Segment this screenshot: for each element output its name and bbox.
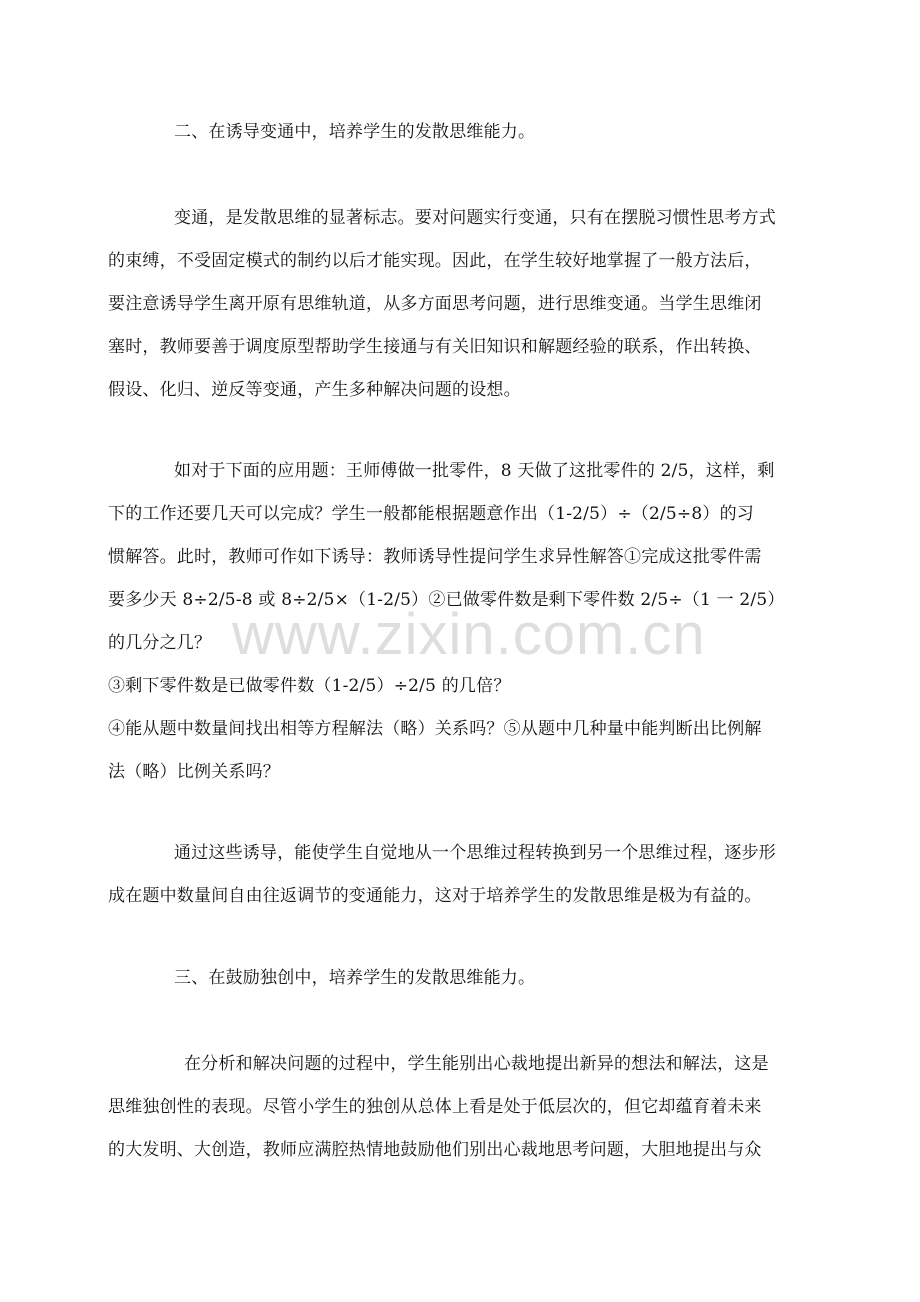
paragraph-line: 成在题中数量间自由往返调节的变通能力，这对于培养学生的发散思维是极为有益的。 (108, 886, 762, 906)
paragraph-line: 假设、化归、逆反等变通，产生多种解决问题的设想。 (108, 380, 521, 400)
paragraph-line: 法（略）比例关系吗？ (108, 762, 280, 782)
paragraph-line: ④能从题中数量间找出相等方程解法（略）关系吗？⑤从题中几种量中能判断出比例解 (108, 719, 762, 739)
watermark: www.zixin.com.cn (232, 602, 706, 667)
paragraph-line: 如对于下面的应用题：王师傅做一批零件，8 天做了这批零件的 2/5，这样，剩 (174, 461, 775, 481)
section-heading-2: 二、在诱导变通中，培养学生的发散思维能力。 (174, 122, 536, 142)
paragraph-line: 下的工作还要几天可以完成？学生一般都能根据题意作出（1-2/5）÷（2/5÷8）的习 (108, 504, 754, 524)
paragraph-line: 要注意诱导学生离开原有思维轨道，从多方面思考问题，进行思维变通。当学生思维闭 (108, 294, 762, 314)
paragraph-line: 的大发明、大创造，教师应满腔热情地鼓励他们别出心裁地思考问题，大胆地提出与众 (108, 1140, 762, 1160)
paragraph-line: 塞时，教师要善于调度原型帮助学生接通与有关旧知识和解题经验的联系，作出转换、 (108, 337, 762, 357)
section-heading-3: 三、在鼓励独创中，培养学生的发散思维能力。 (174, 968, 536, 988)
paragraph-line: 惯解答。此时，教师可作如下诱导：教师诱导性提问学生求异性解答①完成这批零件需 (108, 547, 762, 567)
paragraph-line: 在分析和解决问题的过程中，学生能别出心裁地提出新异的想法和解法，这是 (184, 1054, 769, 1074)
paragraph-line: 的几分之几？ (108, 633, 212, 653)
paragraph-line: 思维独创性的表现。尽管小学生的独创从总体上看是处于低层次的，但它却蕴育着未来 (108, 1097, 762, 1117)
paragraph-line: 通过这些诱导，能使学生自觉地从一个思维过程转换到另一个思维过程，逐步形 (174, 843, 776, 863)
paragraph-line: 要多少天 8÷2/5-8 或 8÷2/5×（1-2/5）②已做零件数是剩下零件数 2/5÷（1 一 2/5） (108, 590, 785, 610)
paragraph-line: ③剩下零件数是已做零件数（1-2/5）÷2/5 的几倍？ (108, 676, 511, 696)
paragraph-line: 变通，是发散思维的显著标志。要对问题实行变通，只有在摆脱习惯性思考方式 (174, 208, 776, 228)
paragraph-line: 的束缚，不受固定模式的制约以后才能实现。因此，在学生较好地掌握了一般方法后， (108, 251, 762, 271)
